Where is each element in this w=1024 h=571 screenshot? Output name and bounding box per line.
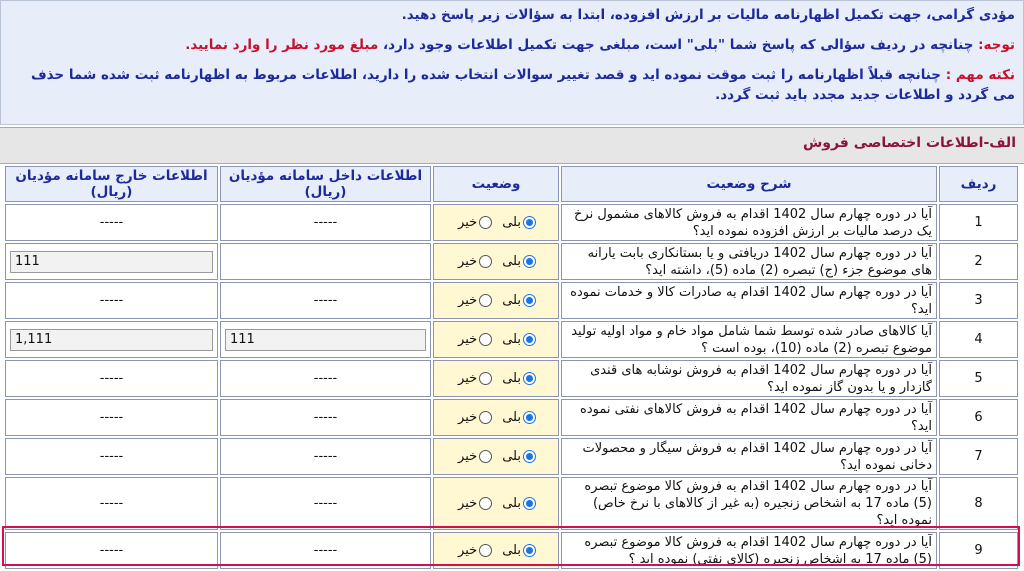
row-status <box>433 204 559 241</box>
inside-value <box>220 321 431 358</box>
inside-value <box>220 532 431 569</box>
yes-option[interactable] <box>500 254 536 269</box>
row-description: آیا در دوره چهارم سال 1402 اقدام به فروش کالا موضوع تبصره (5) ماده 17 به اشخاص زنجیره (به غیر از کالاهای با نرخ خاص) نموده اید؟ <box>561 477 937 530</box>
yes-option[interactable] <box>500 449 536 464</box>
no-option[interactable] <box>456 496 492 511</box>
inside-value <box>220 360 431 397</box>
row-status <box>433 282 559 319</box>
outside-value <box>5 282 218 319</box>
outside-value-empty: ----- <box>99 371 124 386</box>
notice-note-suffix: مبلغ مورد نظر را وارد نمایید. <box>185 37 379 53</box>
row-description: آیا در دوره چهارم سال 1402 اقدام به فروش کالا موضوع تبصره (5) ماده 17 به اشخاص زنجیره (کالای نفتی) نموده اید ؟ <box>561 532 937 569</box>
no-radio[interactable] <box>479 216 492 229</box>
section-title: الف-اطلاعات اختصاصی فروش <box>0 127 1024 164</box>
no-option[interactable] <box>456 371 492 386</box>
row-description: آیا در دوره چهارم سال 1402 دریافتی و یا بستانکاری بابت یارانه های موضوع جزء (ج) تبصره (2) ماده (5)، داشته اید؟ <box>561 243 937 280</box>
no-label: خیر <box>458 293 478 308</box>
outside-value <box>5 204 218 241</box>
yes-radio[interactable] <box>523 372 536 385</box>
header-description: شرح وضعیت <box>561 166 937 202</box>
row-status <box>433 438 559 475</box>
row-status <box>433 532 559 569</box>
yes-radio[interactable] <box>523 450 536 463</box>
yes-radio[interactable] <box>523 294 536 307</box>
notice-note-body: چنانچه در ردیف سؤالی که پاسخ شما "بلی" است، مبلغی جهت تکمیل اطلاعات وجود دارد، <box>383 37 974 53</box>
row-description: آیا در دوره چهارم سال 1402 اقدام به صادرات کالا و خدمات نموده اید؟ <box>561 282 937 319</box>
row-number: 4 <box>939 321 1018 358</box>
row-number: 7 <box>939 438 1018 475</box>
no-label: خیر <box>458 215 478 230</box>
inside-value-empty: ----- <box>313 449 338 464</box>
notice-box <box>0 0 1024 125</box>
table-row <box>5 438 1018 475</box>
row-number: 2 <box>939 243 1018 280</box>
no-label: خیر <box>458 254 478 269</box>
table-row <box>5 282 1018 319</box>
header-row-number: ردیف <box>939 166 1018 202</box>
no-radio[interactable] <box>479 497 492 510</box>
no-radio[interactable] <box>479 294 492 307</box>
inside-value-empty: ----- <box>313 496 338 511</box>
inside-value <box>220 438 431 475</box>
yes-label: بلی <box>502 332 521 347</box>
row-number: 3 <box>939 282 1018 319</box>
row-status <box>433 321 559 358</box>
row-description: آیا در دوره چهارم سال 1402 اقدام به فروش کالاهای نفتی نموده اید؟ <box>561 399 937 436</box>
row-description: آیا کالاهای صادر شده توسط شما شامل مواد خام و مواد اولیه تولید موضوع تبصره (2) ماده (10)، بوده است ؟ <box>561 321 937 358</box>
yes-radio[interactable] <box>523 544 536 557</box>
table-row <box>5 321 1018 358</box>
header-status: وضعیت <box>433 166 559 202</box>
no-option[interactable] <box>456 215 492 230</box>
inside-value-empty: ----- <box>313 410 338 425</box>
outside-value <box>5 321 218 358</box>
row-number: 9 <box>939 532 1018 569</box>
table-header-row <box>5 166 1018 202</box>
yes-option[interactable] <box>500 293 536 308</box>
row-status <box>433 399 559 436</box>
no-radio[interactable] <box>479 333 492 346</box>
yes-option[interactable] <box>500 410 536 425</box>
yes-radio[interactable] <box>523 255 536 268</box>
no-option[interactable] <box>456 410 492 425</box>
outside-value <box>5 532 218 569</box>
no-label: خیر <box>458 449 478 464</box>
no-option[interactable] <box>456 293 492 308</box>
yes-label: بلی <box>502 496 521 511</box>
row-number: 5 <box>939 360 1018 397</box>
row-status <box>433 360 559 397</box>
inside-value-empty: ----- <box>313 215 338 230</box>
outside-value-empty: ----- <box>99 449 124 464</box>
row-description: آیا در دوره چهارم سال 1402 اقدام به فروش سیگار و محصولات دخانی نموده اید؟ <box>561 438 937 475</box>
inside-value-empty: ----- <box>313 293 338 308</box>
yes-option[interactable] <box>500 332 536 347</box>
outside-value <box>5 399 218 436</box>
inside-value <box>220 282 431 319</box>
row-number: 6 <box>939 399 1018 436</box>
no-radio[interactable] <box>479 372 492 385</box>
no-option[interactable] <box>456 332 492 347</box>
row-status <box>433 243 559 280</box>
yes-label: بلی <box>502 371 521 386</box>
notice-line-1: مؤدی گرامی، جهت تکمیل اظهارنامه مالیات بر ارزش افزوده، ابتدا به سؤالات زیر پاسخ دهید. <box>401 7 1015 23</box>
no-option[interactable] <box>456 254 492 269</box>
yes-label: بلی <box>502 543 521 558</box>
no-label: خیر <box>458 410 478 425</box>
no-label: خیر <box>458 496 478 511</box>
notice-note-label: توجه: <box>978 37 1015 53</box>
no-label: خیر <box>458 543 478 558</box>
yes-label: بلی <box>502 215 521 230</box>
outside-value-input[interactable] <box>10 251 213 273</box>
outside-value-empty: ----- <box>99 215 124 230</box>
row-description: آیا در دوره چهارم سال 1402 اقدام به فروش نوشابه های قندی گازدار و یا بدون گاز نموده اید؟ <box>561 360 937 397</box>
yes-label: بلی <box>502 293 521 308</box>
yes-label: بلی <box>502 449 521 464</box>
outside-value <box>5 243 218 280</box>
questions-table <box>3 164 1020 571</box>
inside-value-empty: ----- <box>313 543 338 558</box>
notice-line-3 <box>9 65 1015 105</box>
yes-radio[interactable] <box>523 497 536 510</box>
yes-option[interactable] <box>500 215 536 230</box>
row-number: 8 <box>939 477 1018 530</box>
yes-radio[interactable] <box>523 411 536 424</box>
yes-radio[interactable] <box>523 216 536 229</box>
notice-important-body: چنانچه قبلاً اظهارنامه را ثبت موقت نموده اید و قصد تغییر سوالات انتخاب شده را دارید، اطلاعات مربوط به اظهارنامه ثبت شده شما حذف می گردد و اطلاعات جدید مجدد باید ثبت گردد. <box>30 67 1015 103</box>
no-label: خیر <box>458 332 478 347</box>
outside-value-empty: ----- <box>99 543 124 558</box>
header-inside-system: اطلاعات داخل سامانه مؤدیان (ریال) <box>220 166 431 202</box>
inside-value-input[interactable] <box>225 329 426 351</box>
outside-value-empty: ----- <box>99 293 124 308</box>
inside-value <box>220 243 431 280</box>
table-row <box>5 477 1018 530</box>
outside-value-input[interactable] <box>10 329 213 351</box>
yes-radio[interactable] <box>523 333 536 346</box>
row-status <box>433 477 559 530</box>
no-radio[interactable] <box>479 255 492 268</box>
outside-value <box>5 360 218 397</box>
table-row <box>5 243 1018 280</box>
row-number: 1 <box>939 204 1018 241</box>
yes-label: بلی <box>502 254 521 269</box>
inside-value <box>220 477 431 530</box>
no-option[interactable] <box>456 449 492 464</box>
notice-important-label: نکته مهم : <box>945 67 1015 83</box>
no-radio[interactable] <box>479 450 492 463</box>
table-row <box>5 360 1018 397</box>
inside-value-empty: ----- <box>313 371 338 386</box>
inside-value <box>220 399 431 436</box>
table-row <box>5 532 1018 569</box>
outside-value <box>5 438 218 475</box>
yes-label: بلی <box>502 410 521 425</box>
notice-line-2 <box>9 35 1015 55</box>
outside-value-empty: ----- <box>99 410 124 425</box>
row-description: آیا در دوره چهارم سال 1402 اقدام به فروش کالاهای مشمول نرخ یک درصد مالیات بر ارزش افزوده نموده اید؟ <box>561 204 937 241</box>
outside-value <box>5 477 218 530</box>
yes-option[interactable] <box>500 543 536 558</box>
yes-option[interactable] <box>500 371 536 386</box>
no-option[interactable] <box>456 543 492 558</box>
table-row <box>5 204 1018 241</box>
yes-option[interactable] <box>500 496 536 511</box>
header-outside-system: اطلاعات خارج سامانه مؤدیان (ریال) <box>5 166 218 202</box>
table-row <box>5 399 1018 436</box>
outside-value-empty: ----- <box>99 496 124 511</box>
no-radio[interactable] <box>479 544 492 557</box>
no-label: خیر <box>458 371 478 386</box>
inside-value <box>220 204 431 241</box>
no-radio[interactable] <box>479 411 492 424</box>
